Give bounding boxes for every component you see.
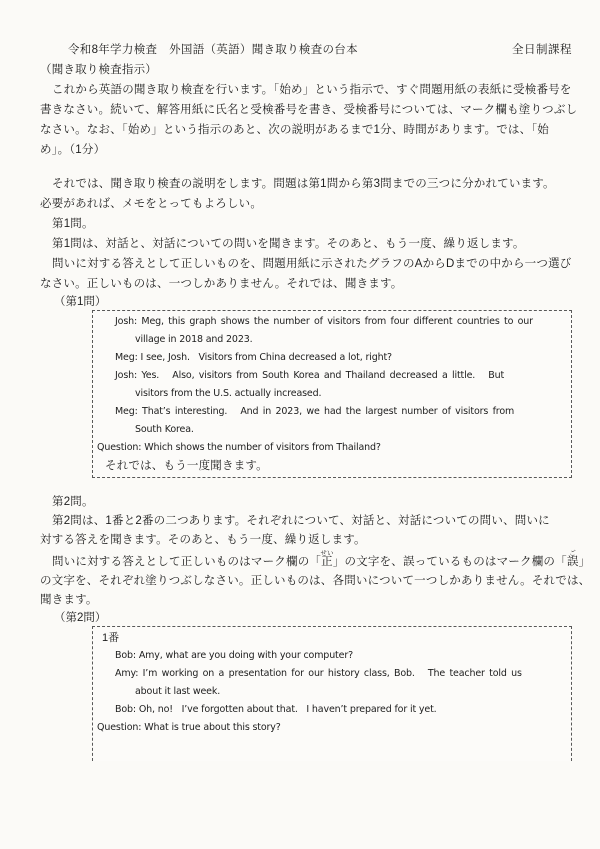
q2-desc-line-3 bbox=[40, 550, 591, 572]
q1-meg-line-2: Meg: That’s interesting. And in 2023, we had the largest number of visitors from bbox=[115, 406, 515, 417]
q2-amy-line-1-cont: about it last week. bbox=[135, 686, 221, 697]
q2-question-line: Question: What is true about this story? bbox=[97, 722, 281, 733]
q1-desc-line-3: なさい。正しいものは、一つしかありません。それでは、聞きます。 bbox=[40, 278, 403, 290]
overview-line-1: それでは、聞き取り検査の説明をします。問題は第1問から第3問までの三つに分かれています。 bbox=[52, 178, 555, 190]
intro-paragraph bbox=[40, 80, 578, 160]
q2-desc-line-3-seg2: 」の文字を、誤っているものはマーク欄の「 bbox=[332, 556, 567, 568]
sei-kanji: 正 bbox=[320, 556, 334, 568]
go-kanji: 誤 bbox=[566, 556, 579, 568]
exam-title: 令和8年学力検査 外国語（英語）聞き取り検査の台本 bbox=[68, 44, 358, 56]
overview-line-2: 必要があれば、メモをとってもよろしい。 bbox=[40, 198, 263, 210]
instruction-section-label: （聞き取り検査指示） bbox=[40, 64, 157, 76]
q2-bob-line-1: Bob: Amy, what are you doing with your computer? bbox=[115, 650, 353, 661]
q2-heading: 第2問。 bbox=[52, 496, 94, 508]
q2-item-number: 1番 bbox=[102, 632, 120, 644]
course-type-label: 全日制課程 bbox=[512, 44, 572, 56]
q1-desc-line-1: 第1問は、対話と、対話についての問いを聞きます。そのあと、もう一度、繰り返します。 bbox=[52, 238, 525, 250]
q2-description bbox=[40, 512, 591, 610]
q2-desc-line-5: 聞きます。 bbox=[40, 594, 98, 606]
q2-desc-line-4: の文字を、それぞれ塗りつぶしなさい。正しいものは、各問いについて一つしかありません。それでは、 bbox=[40, 575, 591, 587]
q1-desc-line-2: 問いに対する答えとして正しいものを、問題用紙に示されたグラフのAからDまでの中から一つ選び bbox=[52, 258, 572, 270]
go-kanji-ruby bbox=[566, 550, 579, 568]
sei-kanji-ruby bbox=[320, 550, 334, 568]
q1-josh-line-2-cont: visitors from the U.S. actually increased. bbox=[135, 388, 322, 399]
q1-description bbox=[40, 234, 572, 294]
q1-script-label: （第1問） bbox=[54, 296, 107, 308]
q2-script-label: （第2問） bbox=[54, 612, 107, 624]
q2-desc-line-1: 第2問は、1番と2番の二つあります。それぞれについて、対話と、対話についての問い、問いに bbox=[52, 515, 550, 527]
q1-repeat-notice: それでは、もう一度聞きます。 bbox=[105, 460, 268, 472]
sei-furigana: せい bbox=[320, 550, 334, 557]
q1-meg-line-2-cont: South Korea. bbox=[135, 424, 194, 435]
intro-line-3: なさい。なお、「始め」という指示のあと、次の説明があるまで1分、時間があります。では、「始 bbox=[40, 124, 549, 136]
q2-desc-line-3-seg3: 」 bbox=[578, 556, 591, 568]
overview-paragraph bbox=[40, 174, 572, 214]
intro-line-1: これから英語の聞き取り検査を行います。「始め」という指示で、すぐ問題用紙の表紙に受検番号を bbox=[52, 84, 572, 96]
q2-amy-line-1: Amy: I’m working on a presentation for our history class, Bob. The teacher told us bbox=[115, 668, 522, 679]
intro-line-2: 書きなさい。続いて、解答用紙に氏名と受検番号を書き、受検番号については、マーク欄も塗りつぶし bbox=[40, 104, 578, 116]
q1-meg-line-1: Meg: I see, Josh. Visitors from China decreased a lot, right? bbox=[115, 352, 392, 363]
go-furigana: ご bbox=[566, 550, 579, 557]
intro-line-4: め」。（1分） bbox=[40, 144, 106, 156]
q1-josh-line-1: Josh: Meg, this graph shows the number of visitors from four different countries to our bbox=[115, 316, 533, 327]
q2-bob-line-2: Bob: Oh, no! I’ve forgotten about that. I haven’t prepared for it yet. bbox=[115, 704, 437, 715]
q2-script-box bbox=[92, 626, 572, 761]
q1-josh-line-1-cont: village in 2018 and 2023. bbox=[135, 334, 253, 345]
q1-script-box bbox=[92, 310, 572, 478]
page-header bbox=[40, 40, 572, 60]
q1-josh-line-2: Josh: Yes. Also, visitors from South Korea and Thailand decreased a little. But bbox=[115, 370, 505, 381]
q2-desc-line-3-seg1: 問いに対する答えとして正しいものはマーク欄の「 bbox=[52, 556, 322, 568]
q2-desc-line-2: 対する答えを聞きます。そのあと、もう一度、繰り返します。 bbox=[40, 534, 366, 546]
q1-heading: 第1問。 bbox=[52, 218, 94, 230]
q1-question-line: Question: Which shows the number of visitors from Thailand? bbox=[97, 442, 381, 453]
